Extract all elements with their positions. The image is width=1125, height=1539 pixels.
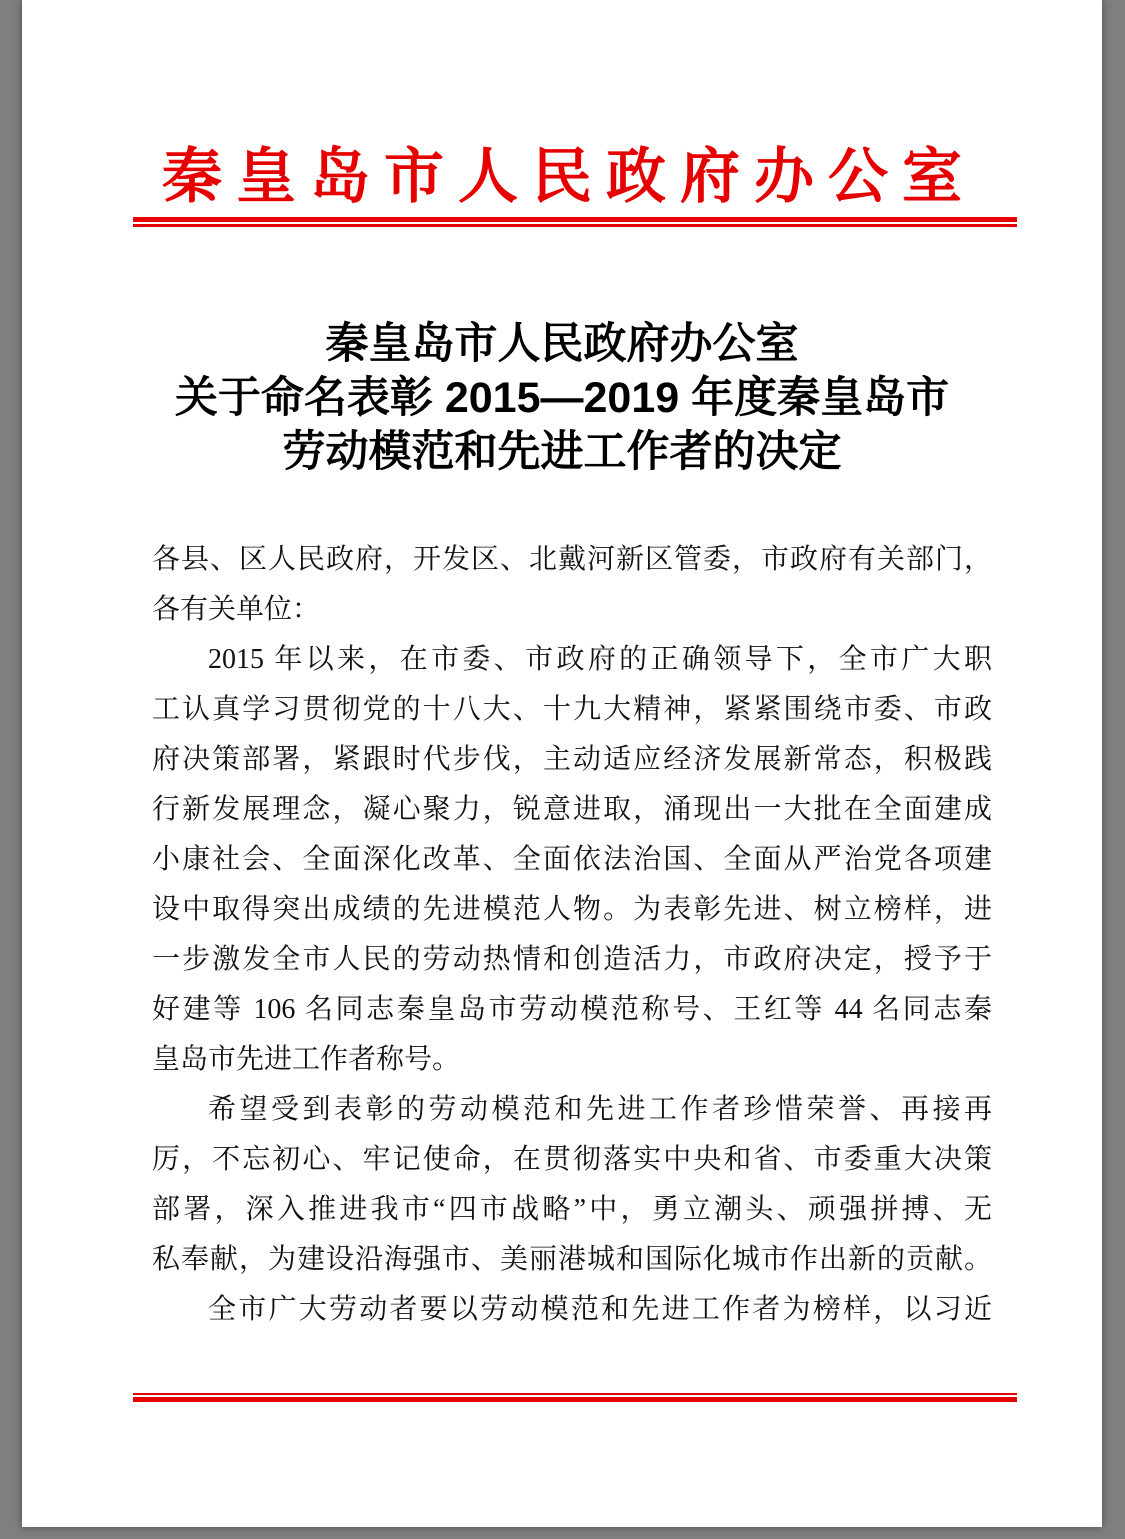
- document-line: 好建等 106 名同志秦皇岛市劳动模范称号、王红等 44 名同志秦: [152, 994, 992, 1025]
- document-title-line-2: 关于命名表彰 2015—2019 年度秦皇岛市: [174, 374, 950, 422]
- letterhead-divider: [133, 217, 1017, 227]
- document-page: [22, 0, 1102, 1527]
- document-line: 皇岛市先进工作者称号。: [152, 1044, 461, 1075]
- document-line: 厉，不忘初心、牢记使命，在贯彻落实中央和省、市委重大决策: [152, 1144, 992, 1175]
- letterhead-divider-thick-line: [133, 217, 1017, 222]
- document-line: 各县、区人民政府，开发区、北戴河新区管委，市政府有关部门，: [152, 544, 992, 575]
- document-line: 设中取得突出成绩的先进模范人物。为表彰先进、树立榜样，进: [152, 894, 992, 925]
- document-line: 工认真学习贯彻党的十八大、十九大精神，紧紧围绕市委、市政: [152, 694, 992, 725]
- footer-divider-thick-line: [133, 1397, 1017, 1402]
- footer-divider: [133, 1393, 1017, 1402]
- letterhead-title: 秦皇岛市人民政府办公室: [162, 144, 976, 210]
- document-line: 各有关单位：: [152, 594, 321, 625]
- document-line: 部署，深入推进我市“四市战略”中，勇立潮头、顽强拼搏、无: [152, 1194, 992, 1225]
- letterhead-divider-thin-line: [133, 224, 1017, 227]
- document-line: 府决策部署，紧跟时代步伐，主动适应经济发展新常态，积极践: [152, 744, 992, 775]
- document-title: [22, 317, 1102, 479]
- document-title-line-1: 秦皇岛市人民政府办公室: [325, 320, 799, 368]
- document-body: [152, 535, 992, 1335]
- document-line: 希望受到表彰的劳动模范和先进工作者珍惜荣誉、再接再: [208, 1094, 992, 1125]
- document-line: 2015 年以来，在市委、市政府的正确领导下，全市广大职: [208, 644, 992, 675]
- footer-divider-thin-line: [133, 1393, 1017, 1395]
- document-line: 一步激发全市人民的劳动热情和创造活力，市政府决定，授予于: [152, 944, 992, 975]
- document-line: 小康社会、全面深化改革、全面依法治国、全面从严治党各项建: [152, 844, 992, 875]
- document-line: 私奉献，为建设沿海强市、美丽港城和国际化城市作出新的贡献。: [152, 1244, 992, 1275]
- document-line: 行新发展理念，凝心聚力，锐意进取，涌现出一大批在全面建成: [152, 794, 992, 825]
- document-line: 全市广大劳动者要以劳动模范和先进工作者为榜样，以习近: [208, 1294, 992, 1325]
- document-title-line-3: 劳动模范和先进工作者的决定: [282, 428, 842, 476]
